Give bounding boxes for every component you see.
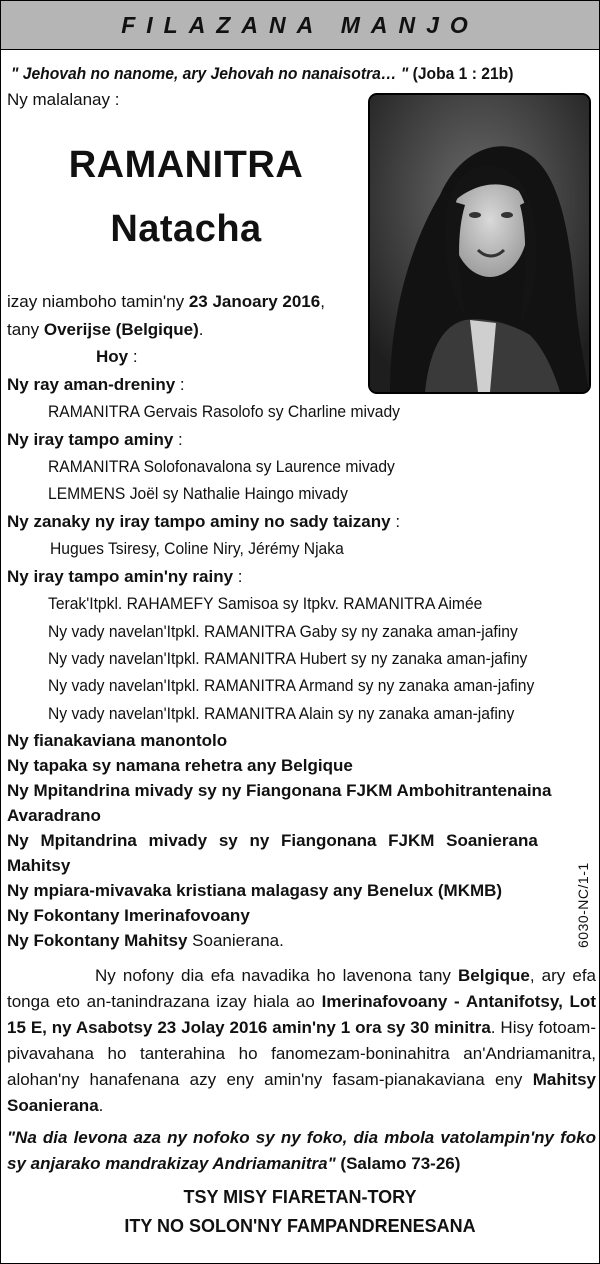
deceased-given-name: Natacha [110, 208, 262, 250]
notice-title: FILAZANA MANJO [1, 1, 599, 50]
family-member: Terak'Itpkl. RAHAMEFY Samisoa sy Itpkv. RAMANITRA Aimée [48, 594, 483, 613]
mourner-line: Ny Fokontany Mahitsy Soanierana. [7, 931, 284, 950]
mourner-line: Mahitsy [7, 856, 71, 875]
death-date: 23 Janoary 2016 [188, 292, 321, 311]
footer-line: TSY MISY FIARETAN-TORY [183, 1187, 417, 1207]
death-date-line: izay niamboho tamin'ny 23 Janoary 2016, [7, 292, 325, 311]
death-place-line: tany Overijse (Belgique). [7, 320, 204, 339]
mourner-line: Ny Fokontany Imerinafovoany [7, 906, 250, 925]
family-member: Ny vady navelan'Itpkl. RAMANITRA Alain sy ny zanaka aman-jafiny [48, 704, 515, 723]
intro-line: Ny malalanay : [7, 90, 120, 109]
mourner-line: Ny Mpitandrina mivady sy ny Fiangonana FJKM Soanierana [7, 831, 538, 850]
deceased-surname: RAMANITRA [68, 144, 304, 186]
closing-verse-text: "Na dia levona aza ny nofoko sy ny foko, dia mbola vatolampin'ny foko sy anjarako mandrakizay Andriamanitra" [7, 1128, 596, 1173]
family-member: Ny vady navelan'Itpkl. RAMANITRA Armand sy ny zanaka aman-jafiny [48, 676, 535, 695]
announcement-segment: Belgique [458, 966, 530, 985]
mourner-line: Ny tapaka sy namana rehetra any Belgique [7, 756, 353, 775]
announcement-segment: Ny nofony dia efa navadika ho lavenona tany [95, 966, 459, 985]
mourner-line: Avaradrano [7, 806, 101, 825]
family-member: Ny vady navelan'Itpkl. RAMANITRA Gaby sy ny zanaka aman-jafiny [48, 622, 518, 641]
hoy-line: Hoy : [96, 347, 138, 366]
family-heading: Ny iray tampo amin'ny rainy : [7, 567, 243, 586]
footer-line: ITY NO SOLON'NY FAMPANDRENESANA [124, 1216, 476, 1236]
opening-verse-text: " Jehovah no nanome, ary Jehovah no nanaisotra… " [11, 64, 409, 83]
family-member: RAMANITRA Solofonavalona sy Laurence mivady [48, 457, 395, 476]
closing-verse-reference: (Salamo 73-26) [340, 1154, 461, 1173]
announcement-segment: Imerinafovoany - Antanifotsy, Lot 15 E, ny Asabotsy 23 Jolay 2016 amin'ny 1 ora sy 30 minitra [7, 992, 596, 1037]
family-heading: Ny iray tampo aminy : [7, 430, 183, 449]
announcement-segment: . [98, 1096, 104, 1115]
mourner-line: Ny Mpitandrina mivady sy ny Fiangonana FJKM Ambohitrantenaina [7, 781, 552, 800]
opening-verse [11, 61, 513, 87]
portrait-image [370, 95, 589, 392]
announcement-segment: . Hisy fotoam-pivavahana ho tanterahina ho fanomezam-boninahitra an'Andriamanitra, alohan'ny hanafenana azy eny amin'ny fasam-pianakaviana eny [7, 1018, 597, 1089]
family-member: Hugues Tsiresy, Coline Niry, Jérémy Njaka [50, 539, 344, 558]
opening-verse-reference: (Joba 1 : 21b) [412, 64, 514, 83]
funeral-announcement [7, 963, 596, 1119]
family-member: LEMMENS Joël sy Nathalie Haingo mivady [48, 484, 348, 503]
mourner-line: Ny fianakaviana manontolo [7, 731, 228, 750]
announcement-segment: Mahitsy Soanierana [7, 1070, 596, 1115]
family-member: RAMANITRA Gervais Rasolofo sy Charline mivady [48, 402, 401, 421]
closing-verse [7, 1125, 596, 1177]
death-place: Overijse (Belgique) [43, 320, 199, 339]
deceased-photo [368, 93, 591, 394]
family-heading: Ny zanaky ny iray tampo aminy no sady taizany : [7, 512, 401, 531]
family-member: Ny vady navelan'Itpkl. RAMANITRA Hubert sy ny zanaka aman-jafiny [48, 649, 528, 668]
mourner-line: Ny mpiara-mivavaka kristiana malagasy any Benelux (MKMB) [7, 881, 503, 900]
announcement-segment: , ary efa tonga eto an-tanindrazana izay hiala ao [7, 966, 596, 1011]
family-heading: Ny ray aman-dreniny : [7, 375, 185, 394]
ad-reference-code: 6030-NC/1-1 [575, 862, 591, 948]
